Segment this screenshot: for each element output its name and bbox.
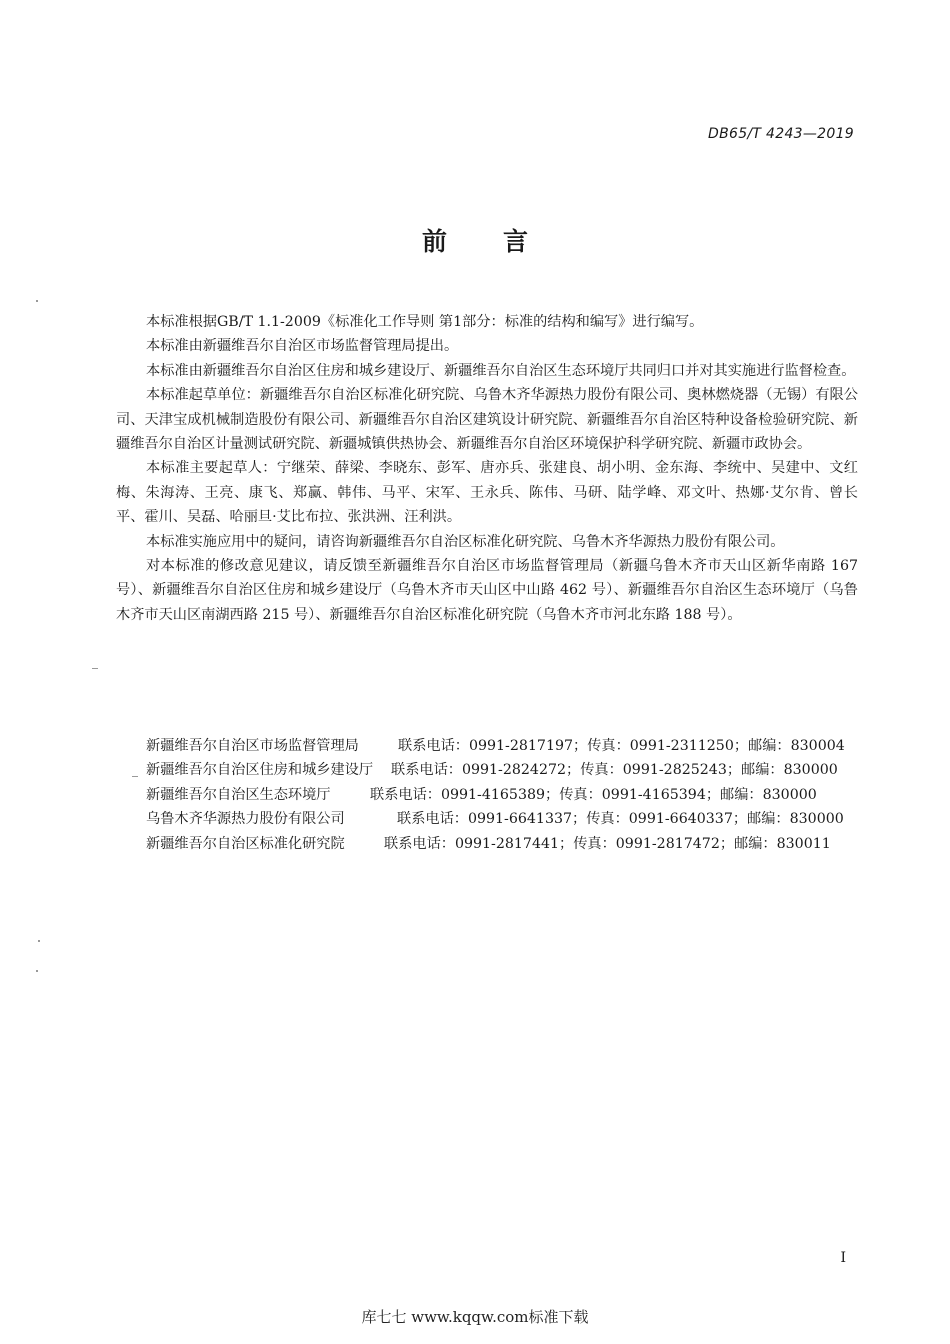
- title-char-2: 言: [503, 227, 529, 256]
- contact-details: 联系电话：0991-2824272；传真：0991-2825243；邮编：830000: [391, 762, 838, 779]
- contact-org: 新疆维吾尔自治区住房和城乡建设厅: [146, 762, 374, 779]
- scan-speck: [36, 970, 38, 972]
- contact-row: [146, 783, 866, 807]
- contact-org: 新疆维吾尔自治区市场监督管理局: [146, 738, 359, 754]
- paragraph: 本标准由新疆维吾尔自治区市场监督管理局提出。: [146, 338, 459, 355]
- contact-details: 联系电话：0991-2817441；传真：0991-2817472；邮编：830011: [384, 835, 831, 852]
- contact-row: [146, 807, 866, 831]
- paragraph: 本标准由新疆维吾尔自治区住房和城乡建设厅、新疆维吾尔自治区生态环境厅共同归口并对其实施进行监督检查。: [146, 362, 856, 379]
- contact-details: 联系电话：0991-2817197；传真：0991-2311250；邮编：830004: [398, 738, 845, 754]
- scan-speck: [132, 776, 138, 777]
- page-title: [0, 222, 950, 258]
- paragraph: 本标准实施应用中的疑问，请咨询新疆维吾尔自治区标准化研究院、乌鲁木齐华源热力股份有限公司。: [146, 533, 785, 550]
- contact-list: [146, 734, 866, 856]
- contact-row: [146, 734, 866, 758]
- title-char-1: 前: [421, 227, 447, 256]
- paragraph: 本标准起草单位：新疆维吾尔自治区标准化研究院、乌鲁木齐华源热力股份有限公司、奥林燃烧器（无锡）有限公司、天津宝成机械制造股份有限公司、新疆维吾尔自治区建筑设计研究院、新疆维吾尔自治区特种设备检验研究院、新疆维吾尔自治区计量测试研究院、新疆城镇供热协会、新疆维吾尔自治区环境保护科学研究院、新疆市政协会。: [116, 387, 858, 453]
- contact-row: [146, 832, 866, 856]
- scan-speck: [38, 940, 40, 942]
- scan-speck: [36, 300, 38, 302]
- contact-org: 乌鲁木齐华源热力股份有限公司: [146, 811, 345, 828]
- foreword-body: [116, 310, 858, 627]
- contact-row: [146, 758, 866, 782]
- paragraph: 本标准主要起草人：宁继荣、薛梁、李晓东、彭军、唐亦兵、张建良、胡小明、金东海、李统中、吴建中、文红梅、朱海涛、王亮、康飞、郑赢、韩伟、马平、宋军、王永兵、陈伟、马研、陆学峰、邓文叶、热娜·艾尔肯、曾长平、霍川、吴磊、哈丽旦·艾比布拉、张洪洲、汪利洪。: [116, 460, 858, 526]
- page-number: I: [840, 1250, 846, 1266]
- contact-details: 联系电话：0991-4165389；传真：0991-4165394；邮编：830000: [370, 786, 817, 803]
- contact-org: 新疆维吾尔自治区标准化研究院: [146, 835, 345, 852]
- footer-watermark: 库七七 www.kqqw.com标准下载: [361, 1308, 589, 1326]
- standard-code: DB65/T 4243—2019: [708, 126, 854, 142]
- contact-details: 联系电话：0991-6641337；传真：0991-6640337；邮编：830000: [397, 811, 844, 828]
- paragraph: 本标准根据GB/T 1.1-2009《标准化工作导则 第1部分：标准的结构和编写》进行编写。: [146, 314, 704, 330]
- paragraph: 对本标准的修改意见建议，请反馈至新疆维吾尔自治区市场监督管理局（新疆乌鲁木齐市天山区新华南路 167 号）、新疆维吾尔自治区住房和城乡建设厅（乌鲁木齐市天山区中山路 462 号）、新疆维吾尔自治区生态环境厅（乌鲁木齐市天山区南湖西路 215 号）、新疆维吾尔自治区标准化研究院（乌鲁木齐市河北东路 188 号）。: [116, 558, 858, 623]
- scan-speck: [92, 668, 98, 669]
- contact-org: 新疆维吾尔自治区生态环境厅: [146, 786, 331, 803]
